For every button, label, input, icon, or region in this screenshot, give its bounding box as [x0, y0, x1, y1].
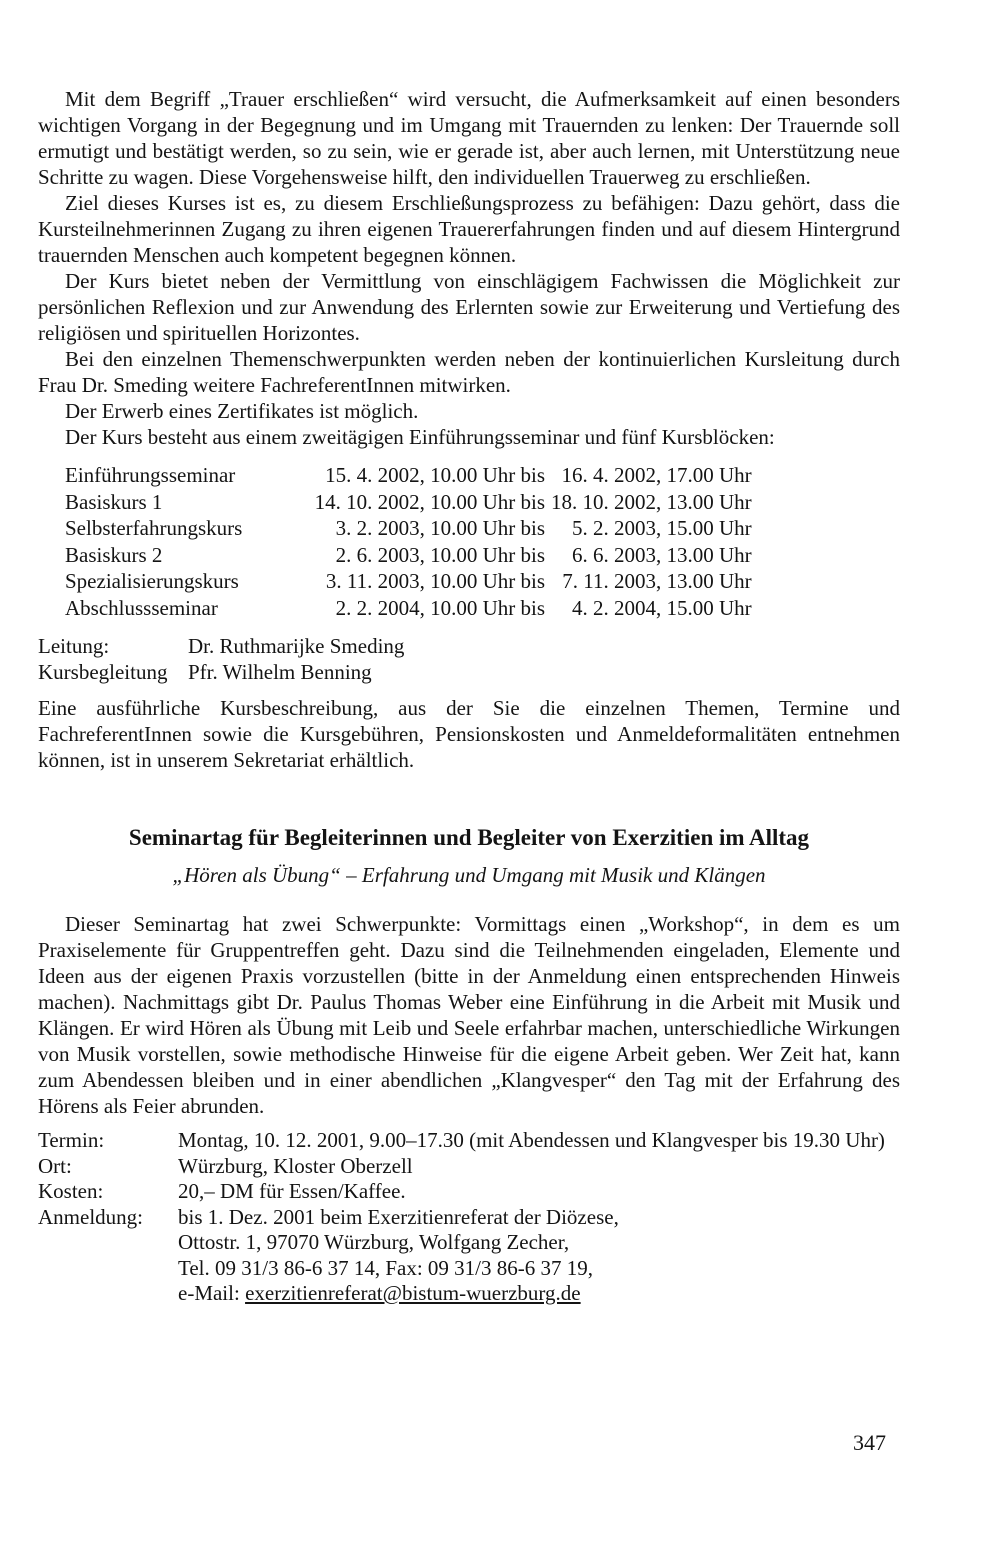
- schedule-end: 16. 4. 2002, 17.00 Uhr: [561, 463, 752, 487]
- detail-row-kosten: [38, 1179, 900, 1205]
- description-note: Eine ausführliche Kursbeschreibung, aus der Sie die einzelnen Themen, Termine und FachreferentInnen sowie die Kursgebühren, Pensionskosten und Anmeldeformalitäten entnehmen können, ist in unserem Sekretariat erhältlich.: [38, 696, 900, 772]
- schedule-end: 4. 2. 2004, 15.00 Uhr: [572, 595, 752, 620]
- schedule-start: 2. 6. 2003, 10.00 Uhr bis: [335, 542, 545, 567]
- intro-paragraph-3: Der Kurs bietet neben der Vermittlung von einschlägigem Fachwissen die Möglichkeit zur persönlichen Reflexion und zur Anwendung des Erlernten sowie zur Erweiterung und Vertiefung des religiösen und spirituellen Horizontes.: [38, 269, 900, 345]
- termin-label: Termin:: [38, 1128, 105, 1152]
- ort-label: Ort:: [38, 1153, 72, 1178]
- schedule-start: 14. 10. 2002, 10.00 Uhr bis: [314, 489, 545, 514]
- anmeldung-value: [178, 1205, 900, 1307]
- kosten-value: 20,– DM für Essen/Kaffee.: [178, 1179, 406, 1203]
- schedule-course-name: Basiskurs 1: [65, 489, 163, 514]
- anmeldung-line-1: bis 1. Dez. 2001 beim Exerzitienreferat der Diözese,: [178, 1204, 619, 1229]
- seminar-body: Dieser Seminartag hat zwei Schwerpunkte: Vormittags einen „Workshop“, in dem es um Praxiselemente für Gruppentreffen geht. Dazu sind die Teilnehmenden eingeladen, Elemente und Ideen aus der eigenen Praxis vorzustellen (bitte in der Anmeldung einen entsprechenden Hinweis machen). Nachmittags gibt Dr. Paulus Thomas Weber eine Einführung in die Arbeit mit Musik und Klängen. Er wird Hören als Übung mit Leib und Seele erfahrbar machen, unterschiedliche Wirkungen von Musik vorstellen, sowie methodische Hinweise für die eigene Arbeit geben. Wer Zeit hat, kann zum Abendessen bleiben und in einer abendlichen „Klangvesper“ den Tag mit der Erfahrung des Hörens als Feier abrunden.: [38, 912, 900, 1118]
- schedule-course-name: Einführungsseminar: [65, 463, 236, 487]
- email-link[interactable]: exerzitienreferat@bistum-wuerzburg.de: [245, 1281, 581, 1305]
- intro-paragraph-6: Der Kurs besteht aus einem zweitägigen Einführungsseminar und fünf Kursblöcken:: [65, 425, 775, 449]
- schedule-course-name: Basiskurs 2: [65, 542, 163, 567]
- anmeldung-email-line: [178, 1281, 900, 1307]
- schedule-row: [65, 515, 752, 542]
- schedule-row: [65, 462, 752, 489]
- schedule-row: [65, 489, 752, 516]
- schedule-end: 5. 2. 2003, 15.00 Uhr: [572, 516, 752, 540]
- termin-value: Montag, 10. 12. 2001, 9.00–17.30 (mit Abendessen und Klangvesper bis 19.30 Uhr): [178, 1128, 885, 1152]
- seminar-details: [38, 1128, 900, 1307]
- begleitung-value: Pfr. Wilhelm Benning: [188, 660, 372, 684]
- staff-row-begleitung: [38, 659, 404, 685]
- seminar-subtitle: „Hören als Übung“ – Erfahrung und Umgang mit Musik und Klängen: [172, 863, 766, 887]
- schedule-start: 3. 2. 2003, 10.00 Uhr bis: [335, 516, 545, 540]
- seminar-title: Seminartag für Begleiterinnen und Begleiter von Exerzitien im Alltag: [128, 825, 810, 850]
- page-number: 347: [853, 1430, 886, 1455]
- begleitung-label: Kursbegleitung: [38, 660, 168, 684]
- course-schedule: [65, 462, 752, 621]
- anmeldung-line-2: Ottostr. 1, 97070 Würzburg, Wolfgang Zecher,: [178, 1230, 570, 1254]
- anmeldung-label: Anmeldung:: [38, 1204, 143, 1229]
- intro-paragraph-1: Mit dem Begriff „Trauer erschließen“ wird versucht, die Aufmerksamkeit auf einen besonders wichtigen Vorgang in der Begegnung und im Umgang mit Trauernden zu lenken: Der Trauernde soll ermutigt und bestätigt werden, so zu sein, wie er gerade ist, aber auch lernen, mit Unterstützung neue Schritte zu wagen. Diese Vorgehensweise hilft, den individuellen Trauerweg zu erschließen.: [38, 87, 900, 189]
- intro-paragraph-2: Ziel dieses Kurses ist es, zu diesem Erschließungsprozess zu befähigen: Dazu gehört, dass die Kursteilnehmerinnen Zugang zu ihren eigenen Trauererfahrungen finden und auf diesem Hintergrund trauernden Menschen auch kompetent begegnen können.: [38, 191, 900, 267]
- leitung-value: Dr. Ruthmarijke Smeding: [188, 634, 405, 658]
- email-prefix: e-Mail:: [178, 1281, 246, 1305]
- leitung-label: Leitung:: [38, 634, 110, 658]
- schedule-end: 7. 11. 2003, 13.00 Uhr: [562, 569, 752, 593]
- staff-row-leitung: [38, 633, 404, 659]
- schedule-course-name: Abschlussseminar: [65, 595, 218, 620]
- schedule-start: 3. 11. 2003, 10.00 Uhr bis: [325, 569, 545, 593]
- schedule-row: [65, 542, 752, 569]
- ort-value: Würzburg, Kloster Oberzell: [178, 1153, 413, 1178]
- anmeldung-line-3: Tel. 09 31/3 86-6 37 14, Fax: 09 31/3 86-6 37 19,: [178, 1255, 594, 1280]
- document-page: [38, 86, 900, 1307]
- schedule-row: [65, 595, 752, 622]
- detail-row-ort: [38, 1154, 900, 1180]
- schedule-start: 2. 2. 2004, 10.00 Uhr bis: [335, 595, 545, 620]
- kosten-label: Kosten:: [38, 1179, 104, 1203]
- course-staff: [38, 633, 404, 685]
- schedule-end: 6. 6. 2003, 13.00 Uhr: [572, 542, 752, 567]
- schedule-row: [65, 568, 752, 595]
- schedule-end: 18. 10. 2002, 13.00 Uhr: [551, 489, 752, 514]
- detail-row-anmeldung: [38, 1205, 900, 1307]
- schedule-start: 15. 4. 2002, 10.00 Uhr bis: [325, 463, 545, 487]
- schedule-course-name: Selbsterfahrungskurs: [65, 516, 243, 540]
- detail-row-termin: [38, 1128, 900, 1154]
- intro-paragraph-4: Bei den einzelnen Themenschwerpunkten werden neben der kontinuierlichen Kursleitung durch Frau Dr. Smeding weitere FachreferentInnen mitwirken.: [38, 347, 900, 397]
- intro-paragraph-5: Der Erwerb eines Zertifikates ist möglich.: [65, 399, 419, 423]
- schedule-course-name: Spezialisierungskurs: [65, 569, 239, 593]
